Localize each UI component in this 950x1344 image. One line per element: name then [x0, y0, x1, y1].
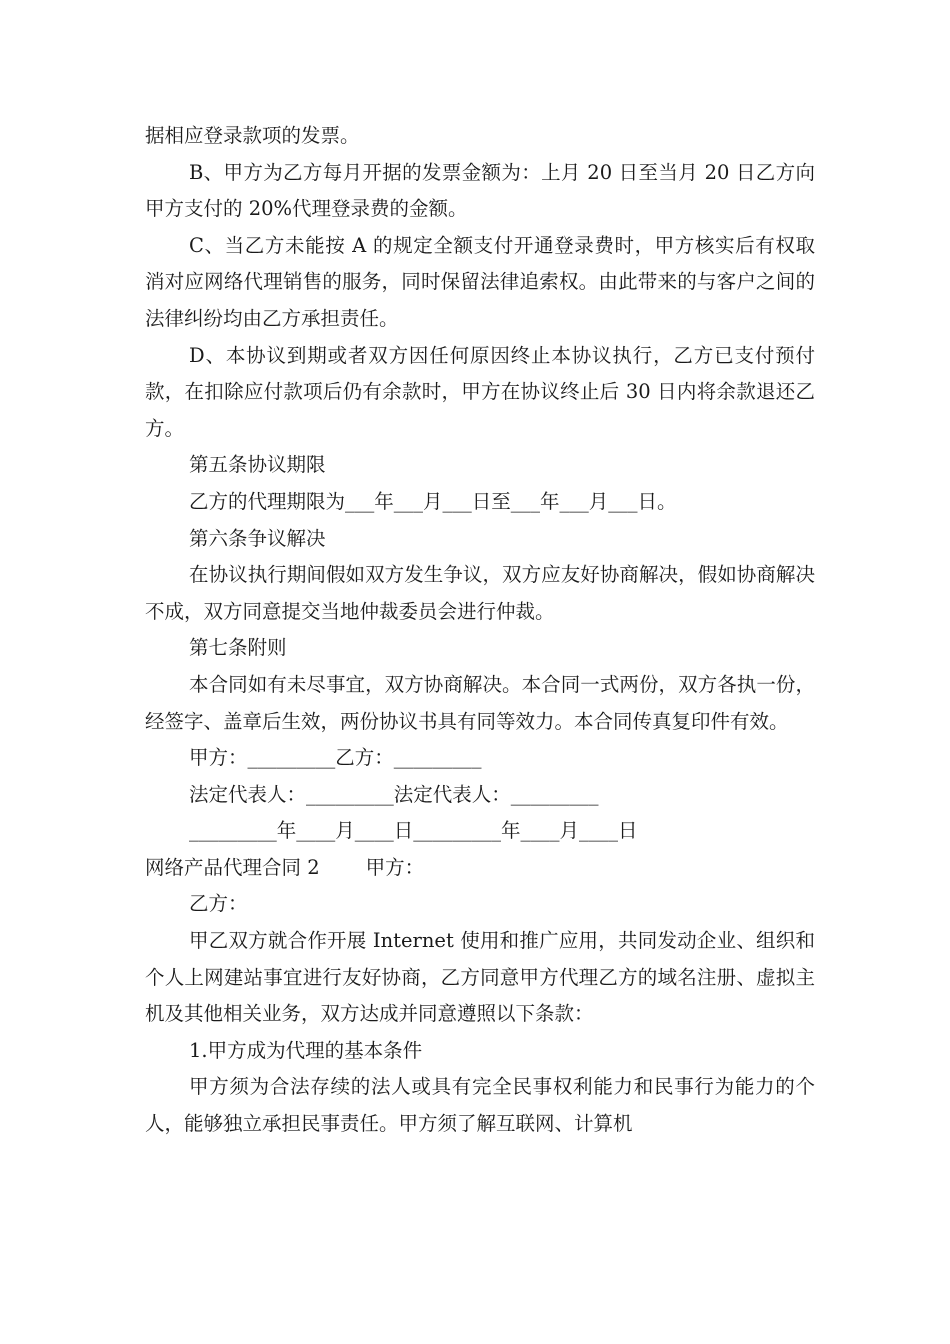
- party-a-label: 甲方：: [365, 855, 425, 879]
- contract-title-line: [145, 850, 815, 887]
- paragraph-term-dates: 乙方的代理期限为___年___月___日至___年___月___日。: [189, 489, 677, 513]
- section-heading-term: 第五条协议期限: [189, 453, 326, 477]
- signature-representatives: 法定代表人：_________法定代表人：_________: [189, 782, 599, 806]
- signature-dates: _________年____月____日_________年____月____日: [189, 819, 638, 843]
- paragraph-intro: 甲乙双方就合作开展 Internet 使用和推广应用，共同发动企业、组织和个人上网建站事宜进行友好协商，乙方同意甲方代理乙方的域名注册、虚拟主机及其他相关业务，双方达成并同意遵照以下条款：: [145, 929, 815, 1026]
- party-b-label: 乙方：: [189, 892, 248, 916]
- paragraph-clause-c: C、当乙方未能按 A 的规定全额支付开通登录费时，甲方核实后有权取消对应网络代理销售的服务，同时保留法律追索权。由此带来的与客户之间的法律纠纷均由乙方承担责任。: [145, 233, 815, 330]
- section-heading-dispute: 第六条争议解决: [189, 526, 326, 550]
- paragraph-clause-d: D、本协议到期或者双方因任何原因终止本协议执行，乙方已支付预付款，在扣除应付款项后仍有余款时，甲方在协议终止后 30 日内将余款退还乙方。: [145, 343, 815, 440]
- document-body: [145, 118, 815, 1143]
- signature-parties: 甲方：_________乙方：_________: [189, 746, 482, 770]
- paragraph-appendix: 本合同如有未尽事宜，双方协商解决。本合同一式两份，双方各执一份，经签字、盖章后生效，两份协议书具有同等效力。本合同传真复印件有效。: [145, 672, 815, 733]
- paragraph-dispute: 在协议执行期间假如双方发生争议，双方应友好协商解决，假如协商解决不成，双方同意提交当地仲裁委员会进行仲裁。: [145, 563, 815, 623]
- section-heading-appendix: 第七条附则: [189, 636, 287, 660]
- paragraph-clause-b: B、甲方为乙方每月开据的发票金额为：上月 20 日至当月 20 日乙方向甲方支付的 20%代理登录费的金额。: [145, 160, 815, 221]
- contract-title: 网络产品代理合同 2: [145, 855, 320, 879]
- paragraph: 据相应登录款项的发票。: [145, 124, 360, 147]
- paragraph-conditions: 甲方须为合法存续的法人或具有完全民事权利能力和民事行为能力的个人，能够独立承担民事责任。甲方须了解互联网、计算机: [145, 1075, 815, 1136]
- section-heading-conditions: 1.甲方成为代理的基本条件: [189, 1038, 423, 1062]
